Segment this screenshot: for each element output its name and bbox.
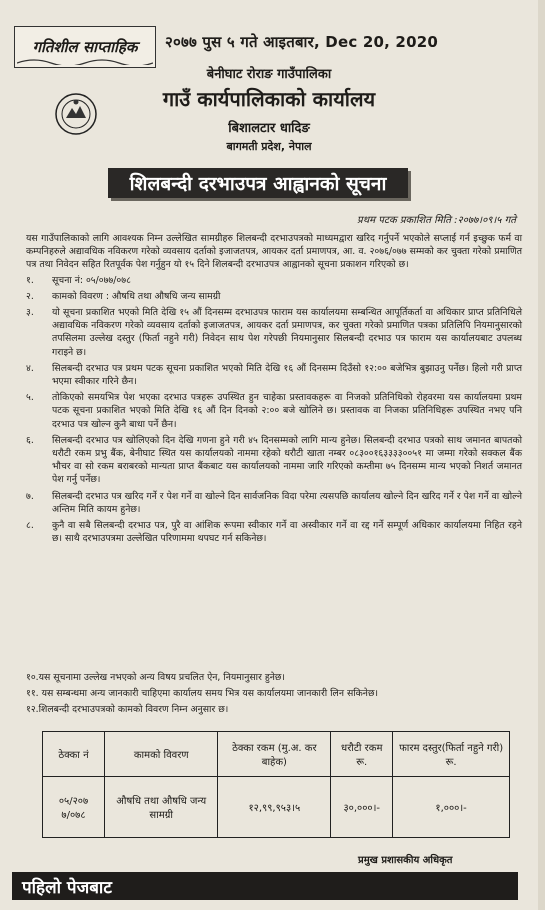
office-province: बागमती प्रदेश, नेपाल xyxy=(226,140,312,153)
list-item xyxy=(26,490,522,516)
item-text: कुनै वा सबै सिलबन्दी दरभाउ पत्र, पुरै वा आंशिक रूपमा स्वीकार गर्ने वा अस्वीकार गर्ने वा रद्द गर्ने सम्पूर्ण अधिकार कार्यालयमा निहित रहने छ। साथै दरभाउपत्रमा उल्लेखित परिणाममा थपघट गर्न सकिनेछ। xyxy=(52,520,522,545)
published-date: प्रथम पटक प्रकाशित मिति :२०७७।०९।५ गते xyxy=(357,215,516,226)
col-header-deposit-amount: धरौटी रकम रू. xyxy=(331,732,393,777)
notice-body xyxy=(26,232,522,548)
col-header-contract-no: ठेक्का नं xyxy=(43,732,105,777)
signatory-title: प्रमुख प्रशासकीय अधिकृत xyxy=(358,855,453,866)
notice-intro: यस गाउँपालिकाको लागि आवश्यक निम्न उल्लेखित सामग्रीहरु शिलबन्दी दरभाउपत्रको माध्यमद्वारा खरिद गर्नुपर्ने भएकोले सप्लाई गर्न इच्छुक फर्म वा कम्पनिहरुले अद्यावधिक नविकरण गरेको व्यवसाय दर्ताको इजाजतपत्र, आयकर दर्ता प्रमाणपत्र, आ. व. २०७६/०७७ सम्मको कर चुक्ता गरेको प्रमाणित पत्र तथा निवेदन सहित रितपूर्वक पेश गर्नुहुन यो १५ दिने शिलबन्दी दरभाउपत्र आह्वानको सूचना प्रकाशन गरिएको छ। xyxy=(26,233,522,271)
note-11: ११. यस सम्बन्धमा अन्य जानकारी चाहिएमा कार्यालय समय भित्र यस कार्यालयमा जानकारी लिन सकिनेछ। xyxy=(26,688,378,700)
item-text: सिलबन्दी दरभाउ पत्र खरिद गर्ने र पेश गर्ने वा खोल्ने दिन सार्वजनिक विदा परेमा त्यसपछि कार्यालय खोल्ने दिन खरिद गर्ने र पेश गर्ने वा खोल्ने अन्तिम मिति कायम हुनेछ। xyxy=(52,490,522,515)
note-10: १०.यस सूचनामा उल्लेख नभएको अन्य विषय प्रचलित ऐन, नियमानुसार हुनेछ। xyxy=(26,672,285,683)
newspaper-masthead-logo xyxy=(14,26,156,68)
masthead-logo-text: गतिशील साप्ताहिक xyxy=(32,38,138,56)
footer-label: पहिलो पेजबाट xyxy=(22,877,112,898)
table-header-row xyxy=(43,732,510,777)
notice-title-banner: शिलबन्दी दरभाउपत्र आह्वानको सूचना xyxy=(108,168,408,198)
list-item xyxy=(26,362,522,388)
adjacent-column-edge xyxy=(538,0,545,910)
item-number: १. xyxy=(26,274,34,286)
list-item xyxy=(26,519,522,545)
col-header-contract-amount: ठेक्का रकम (मु.अ. कर बाहेक) xyxy=(218,732,331,777)
office-name: गाउँ कार्यपालिकाको कार्यालय xyxy=(162,87,376,111)
item-text: कामको विवरण : औषधि तथा औषधि जन्य सामग्री xyxy=(52,290,221,302)
continued-from-front-page-banner xyxy=(12,872,518,900)
office-location: बिशालटार धादिङ xyxy=(228,121,310,136)
fee-table xyxy=(42,731,510,838)
list-item xyxy=(26,391,522,431)
cell-deposit-amount: ३०,०००।- xyxy=(331,777,393,838)
municipality-name: बेनीघाट रोराङ गाउँपालिका xyxy=(206,67,332,82)
notice-notes xyxy=(26,671,522,720)
item-number: ५. xyxy=(26,392,34,404)
list-item xyxy=(26,306,522,359)
dateline: २०७७ पुस ५ गते आइतबार, Dec 20, 2020 xyxy=(165,33,438,51)
cell-form-fee: १,०००।- xyxy=(393,777,510,838)
item-number: ४. xyxy=(26,362,34,374)
list-item xyxy=(26,290,522,303)
item-text: तोकिएको समयभित्र पेश भएका दरभाउ पत्रहरू उपस्थित हुन चाहेका प्रस्तावकहरू वा निजको प्रतिनिधिको रोहवरमा यस कार्यालयमा प्रथम पटक सूचना प्रकाशित भएको मिति देखि १६ औं दिन दिनको २:०० बजे खोलिने छ। प्रस्तावक वा निजका प्रतिनिधिहरू उपस्थित नभए पनि दरभाउ पत्र खोल्न कुनै बाधा पर्ने छैन। xyxy=(52,392,522,430)
item-number: ३. xyxy=(26,307,34,319)
item-number: ८. xyxy=(26,520,34,532)
cell-contract-no: ०५/२०७ ७/०७८ xyxy=(43,777,105,838)
table-row xyxy=(43,777,510,838)
list-item xyxy=(26,434,522,487)
item-number: ६. xyxy=(26,434,34,446)
item-number: ७. xyxy=(26,490,34,502)
col-header-work-description: कामको विवरण xyxy=(105,732,218,777)
item-text: सिलबन्दी दरभाउ पत्र प्रथम पटक सूचना प्रकाशित भएको मिति देखि १६ औं दिनसम्म दिउँसो १२:०० बजेभित्र बुझाउनु पर्नेछ। हिलो गरी प्राप्त भएमा स्वीकार गरिने छैन। xyxy=(52,362,522,388)
cell-work-description: औषधि तथा औषधि जन्य सामग्री xyxy=(105,777,218,838)
item-text: यो सूचना प्रकाशित भएको मिति देखि १५ औं दिनसम्म दरभाउपत्र फाराम यस कार्यालयमा सम्बन्धित आपूर्तिकर्ता वा अधिकार प्राप्त प्रतिनिधिले अद्यावधिक नविकरण गरेको व्यवसाय दर्ताको इजाजतपत्र, आयकर दर्ता प्रमाणपत्र, कर चुक्ता गरेको प्रमाणित पत्रका प्रतिलिपि नियमानुसारको तपसिलमा उल्लेख दस्तुर (फिर्ता नहुने गरी) निवेदन साथ पेश गरेपछी नियमानुसार सिलबन्दी दरभाउ पत्र फाराम यस कार्यालयबाट उपलब्ध गराइने छ। xyxy=(52,307,522,358)
list-item xyxy=(26,274,522,287)
col-header-form-fee: फारम दस्तुर(फिर्ता नहुने गरी) रू. xyxy=(393,732,510,777)
item-text: सिलबन्दी दरभाउ पत्र खोलिएको दिन देखि गणना हुने गरी ४५ दिनसम्मको लागि मान्य हुनेछ। सिलबन्दी दरभाउ पत्रको साथ जमानत बापतको धरौटी रकम प्रभु बैंक, बेनीघाट स्थित यस कार्यालयको नाममा रहेको धरौटी खाता नम्बर ०८३००१६३३३३००५१ मा जम्मा गरेको सक्कल बैंक भौचर वा सो रकम बराबरको मान्यता प्राप्त बैंकबाट यस कार्यालयको नाममा जारि गरिएको कम्तीमा ७५ दिनसम्म मान्य भएको निशर्त जमानत पेश गर्नु पर्नेछ। xyxy=(52,434,522,486)
item-number: २. xyxy=(26,290,34,302)
note-12: १२.शिलबन्दी दरभाउपत्रको कामको विवरण निम्न अनुसार छ। xyxy=(26,704,229,716)
cell-contract-amount: १२,९९,९५३।५ xyxy=(218,777,331,838)
item-text: सूचना नं: ०५/०७७/०७८ xyxy=(52,274,131,286)
